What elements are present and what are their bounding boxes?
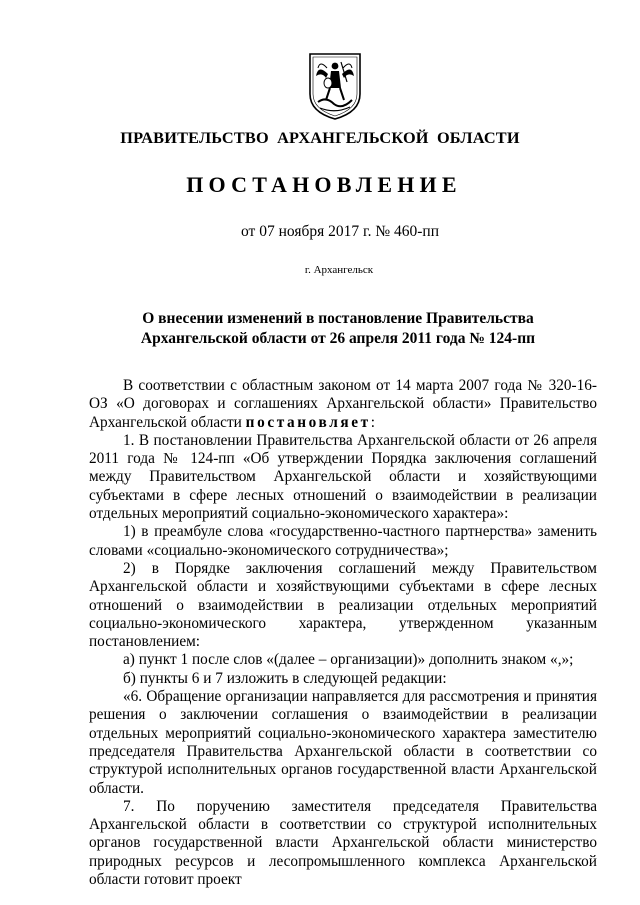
preamble-text: В соответствии с областным законом от 14 марта 2007 года № 320-16-ОЗ «О договорах и соглашениях Архангельской области» Правительство Архангельской области	[89, 377, 597, 431]
paragraph-preamble	[89, 377, 597, 432]
subject-line-2: Архангельской области от 26 апреля 2011 года № 124-пп	[140, 330, 536, 347]
government-title: ПРАВИТЕЛЬСТВО АРХАНГЕЛЬСКОЙ ОБЛАСТИ	[120, 128, 520, 147]
paragraph-subitem-2: 2) в Порядке заключения соглашений между Правительством Архангельской области и хозяйствующими субъектами в сфере лесных отношений о взаимодействии в реализации отдельных мероприятий социально-экономического характера, утвержденном указанным постановлением:	[89, 559, 597, 651]
document-city: г. Архангельск	[304, 264, 374, 276]
document-subject	[0, 309, 640, 349]
paragraph-point-6: «6. Обращение организации направляется для рассмотрения и принятия решения о заключении соглашения о взаимодействии в реализации отдельных мероприятий социально-экономического характера заместителю председателя Правительства Архангельской области в соответствии со структурой исполнительных органов государственной власти Архангельской области.	[89, 688, 597, 797]
document-date-number: от 07 ноября 2017 г. № 460-пп	[241, 223, 439, 240]
paragraph-subitem-1: 1) в преамбуле слова «государственно-частного партнерства» заменить словами «социально-экономического сотрудничества»;	[89, 523, 597, 559]
paragraph-point-7: 7. По поручению заместителя председателя Правительства Архангельской области в соответствии со структурой исполнительных органов государственной власти Архангельской области министерство природных ресурсов и лесопромышленного комплекса Архангельской области готовит проект	[89, 797, 597, 889]
paragraph-subitem-a: а) пункт 1 после слов «(далее – организации)» дополнить знаком «,»;	[123, 651, 574, 669]
arkhangelsk-coat-of-arms-icon	[306, 50, 364, 122]
resolves-keyword: постановляет	[245, 413, 371, 431]
paragraph-item-1: 1. В постановлении Правительства Архангельской области от 26 апреля 2011 года № 124-пп «Об утверждении Порядка заключения соглашений между Правительством Архангельской области и хозяйствующими субъектами в сфере лесных отношений о взаимодействии в реализации отдельных мероприятий социально-экономического характера»:	[89, 431, 597, 523]
document-type-title: ПОСТАНОВЛЕНИЕ	[186, 172, 462, 197]
paragraph-subitem-b: б) пункты 6 и 7 изложить в следующей редакции:	[123, 669, 447, 687]
subject-line-1: О внесении изменений в постановление Правительства	[142, 310, 534, 327]
document-body	[89, 377, 597, 889]
preamble-colon: :	[370, 413, 376, 431]
